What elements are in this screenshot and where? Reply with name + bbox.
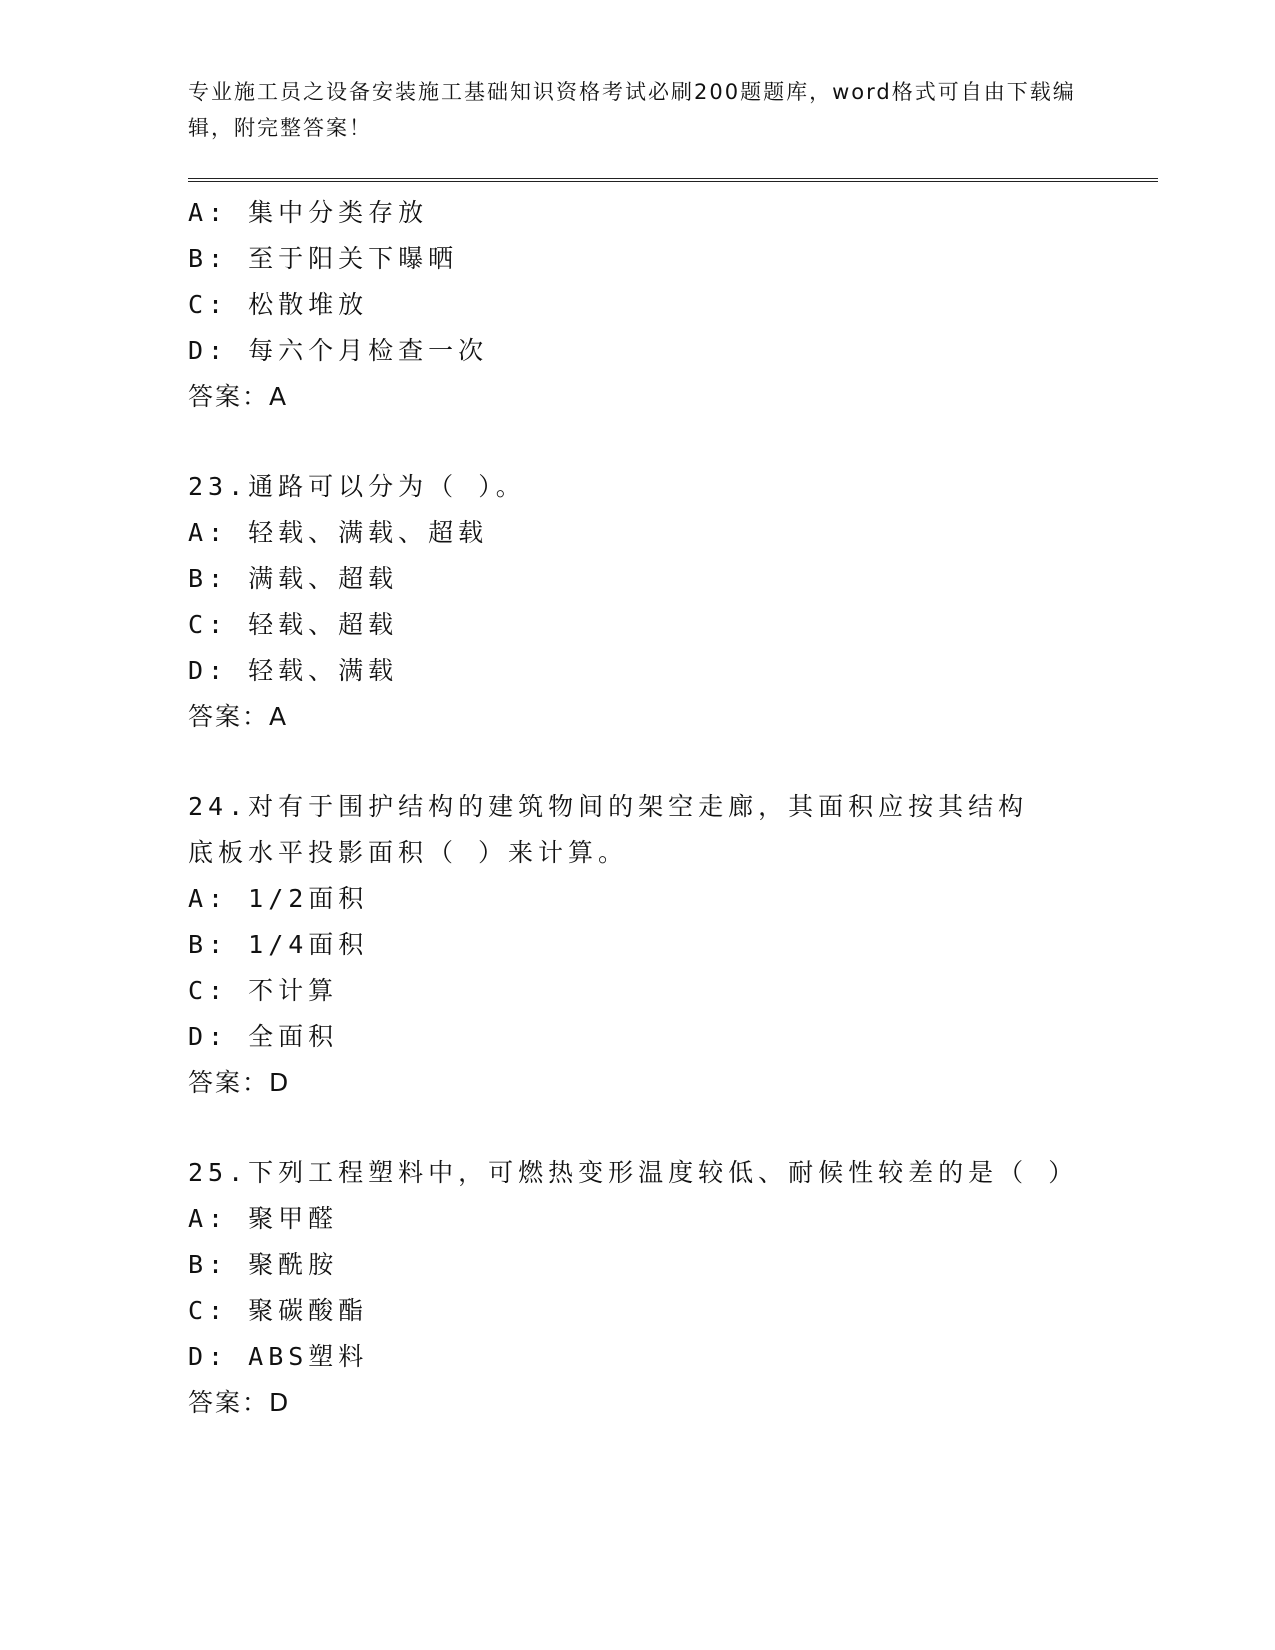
question-text: 23.通路可以分为（ ）。 xyxy=(188,472,526,501)
option-c: C: 松散堆放 xyxy=(188,290,369,319)
header-divider xyxy=(188,178,1158,182)
question-block-24 xyxy=(188,784,1138,1106)
option-d: D: 全面积 xyxy=(188,1022,339,1051)
answer-label: 答案：A xyxy=(188,702,289,731)
block-spacer xyxy=(188,740,1138,784)
option-b: B: 至于阳关下曝晒 xyxy=(188,244,459,273)
option-d: D: 轻载、满载 xyxy=(188,656,399,685)
option-a: A: 集中分类存放 xyxy=(188,198,429,227)
option-d: D: ABS塑料 xyxy=(188,1342,369,1371)
block-spacer xyxy=(188,1106,1138,1150)
document-header-title: 专业施工员之设备安装施工基础知识资格考试必刷200题题库，word格式可自由下载编辑，附完整答案！ xyxy=(188,80,1076,140)
option-a: A: 1/2面积 xyxy=(188,884,369,913)
question-block-25 xyxy=(188,1150,1138,1426)
option-d: D: 每六个月检查一次 xyxy=(188,336,489,365)
question-list xyxy=(188,190,1138,1426)
option-c: C: 轻载、超载 xyxy=(188,610,399,639)
answer-label: 答案：D xyxy=(188,1388,291,1417)
option-a: A: 聚甲醛 xyxy=(188,1204,339,1233)
question-text: 24.对有于围护结构的建筑物间的架空走廊，其面积应按其结构底板水平投影面积（ ）来计算。 xyxy=(188,792,1029,867)
option-a: A: 轻载、满载、超载 xyxy=(188,518,489,547)
block-spacer xyxy=(188,420,1138,464)
option-b: B: 满载、超载 xyxy=(188,564,399,593)
question-text: 25.下列工程塑料中，可燃热变形温度较低、耐候性较差的是（ ） xyxy=(188,1158,1079,1187)
option-c: C: 聚碳酸酯 xyxy=(188,1296,369,1325)
answer-label: 答案：A xyxy=(188,382,289,411)
option-b: B: 1/4面积 xyxy=(188,930,369,959)
question-block-22 xyxy=(188,190,1138,420)
option-c: C: 不计算 xyxy=(188,976,339,1005)
option-b: B: 聚酰胺 xyxy=(188,1250,339,1279)
question-block-23 xyxy=(188,464,1138,740)
answer-label: 答案：D xyxy=(188,1068,291,1097)
